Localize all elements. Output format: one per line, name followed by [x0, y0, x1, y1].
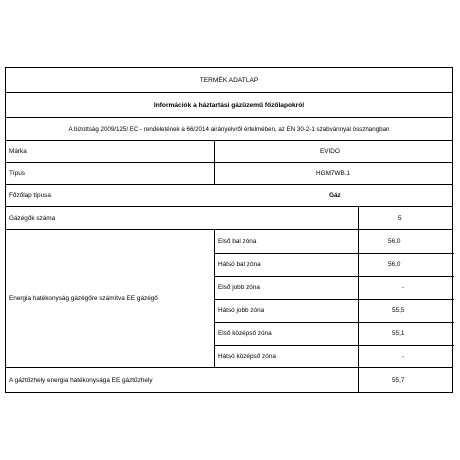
- efficiency-label: Energia hatékonyság gázégőre számítva EE gázégő: [9, 295, 158, 302]
- zone-name: Első jobb zóna: [218, 284, 260, 291]
- zone-value: 55,5: [392, 307, 405, 314]
- type-value: HGM7WB.1: [316, 170, 351, 177]
- burners-row: [6, 206, 452, 229]
- type-label: Típus: [9, 170, 25, 177]
- sheet-title: TERMÉK ADATLAP: [199, 76, 259, 84]
- burners-label: Gázégők száma: [9, 214, 56, 222]
- zone-name: Hátsó jobb zóna: [218, 307, 265, 314]
- regulation-row: [6, 117, 452, 140]
- total-value: 55,7: [392, 376, 405, 384]
- zone-name: Első bal zóna: [218, 238, 257, 245]
- brand-label: Márka: [9, 148, 27, 155]
- hob-type-label: Főzőlap típusa: [9, 192, 51, 199]
- burners-value: 5: [398, 214, 402, 222]
- title-row: [6, 68, 452, 92]
- product-data-sheet: [5, 67, 453, 393]
- zone-value: -: [402, 353, 405, 360]
- zone-value: -: [402, 284, 405, 291]
- hob-type-row: [6, 184, 452, 206]
- brand-value: EVIDO: [320, 148, 340, 155]
- zone-name: Hátsó középső zóna: [218, 353, 276, 360]
- regulation-text: A bizottság 2009/125/ EC - rendeletének a 66/2014 airányelvről értelmében, az EN 30-2-1 szabvánnyal összhangban: [68, 125, 390, 133]
- subtitle-row: [6, 92, 452, 117]
- zone-value: 56,0: [388, 238, 401, 245]
- total-row: [6, 367, 452, 392]
- zone-value: 56,0: [388, 261, 401, 268]
- hob-type-value: Gáz: [329, 192, 341, 199]
- sheet-subtitle: Információk a háztartási gázüzemű főzőlapokról: [153, 101, 305, 109]
- efficiency-block: [6, 229, 452, 367]
- type-row: [6, 162, 452, 184]
- zone-name: Első középső zóna: [218, 330, 272, 337]
- zone-name: Hátsó bal zóna: [218, 261, 261, 268]
- total-label: A gáztűzhely energia hatékonysága EE gáztűzhely: [9, 376, 153, 384]
- zone-value: 55,1: [392, 330, 405, 337]
- brand-row: [6, 140, 452, 162]
